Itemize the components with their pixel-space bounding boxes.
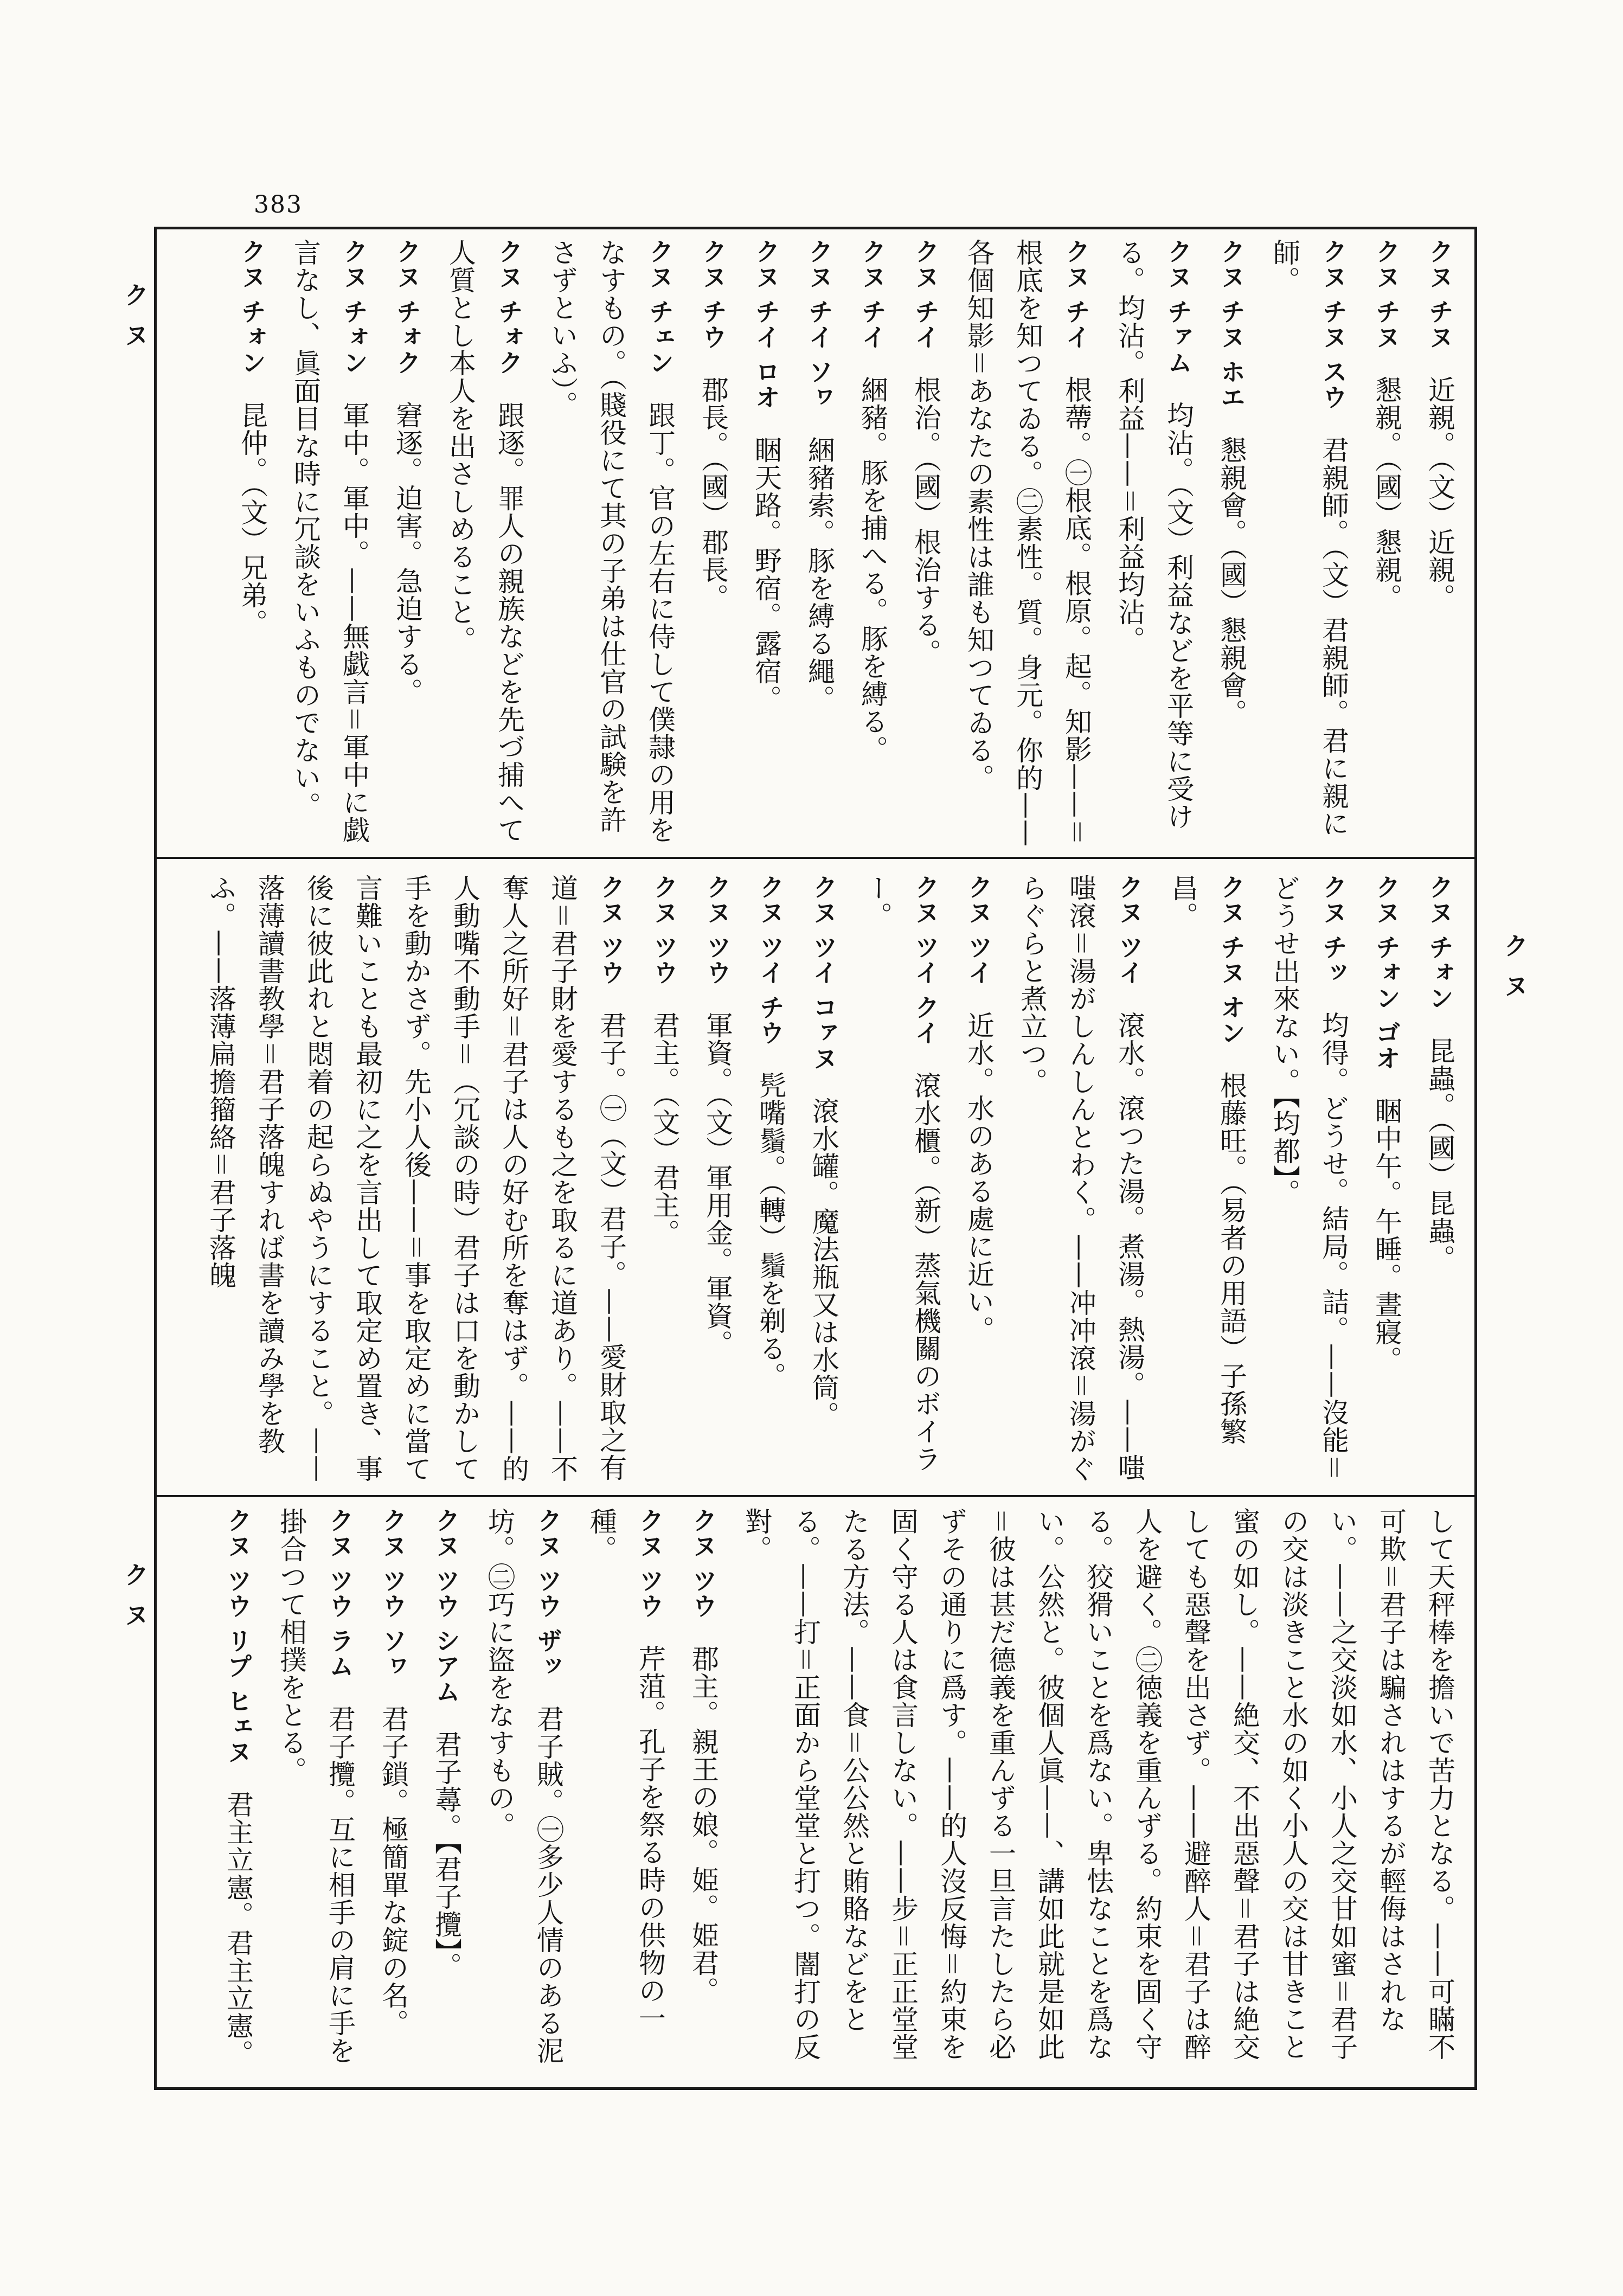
entry-headword: クヌ チヌ xyxy=(1372,239,1401,350)
dictionary-entry xyxy=(422,1508,471,2082)
entry-headword: クヌ チイ xyxy=(858,239,887,350)
entry-headword: クヌ チォン ゴオ xyxy=(1372,874,1401,1072)
entry-headword: クヌ ツウ シアム xyxy=(432,1508,461,1705)
dictionary-entry xyxy=(228,239,277,849)
entry-headword: クヌ チイ ロオ xyxy=(752,239,781,411)
entry-definition: 髠嘴鬚。（轉）鬚を剃る。 xyxy=(755,1072,786,1390)
dictionary-entry xyxy=(1008,874,1154,1484)
entry-definition: 綑豬索。豚を縛る繩。 xyxy=(804,436,835,713)
entry-definition: 滾水罐。魔法瓶又は水筒。 xyxy=(808,1097,839,1429)
margin-section-label: ク ヌ xyxy=(120,282,150,351)
dictionary-entry xyxy=(369,1508,418,2082)
entry-definition: 懇親。（國）懇親。 xyxy=(1371,376,1402,612)
dictionary-entry xyxy=(795,239,844,849)
dictionary-entry xyxy=(1105,239,1203,849)
entry-definition: 滾水。滾つた湯。煮湯。熱湯。——嗤嗤滾＝湯がしんしんとわく。——冲冲滾＝湯がぐらぐらと煮立つ。 xyxy=(1016,874,1145,1483)
dictionary-entry xyxy=(852,874,950,1484)
entry-definition: 睏天路。野宿。露宿。 xyxy=(750,436,782,713)
entry-headword: クヌ チァム xyxy=(1164,239,1193,376)
dictionary-entry xyxy=(1362,239,1411,849)
dictionary-entry xyxy=(693,874,742,1484)
entry-headword: クヌ チヌ スウ xyxy=(1319,239,1348,411)
entry-definition: 君主立憲。君主立憲。 xyxy=(222,1791,254,2068)
dictionary-entry xyxy=(679,1508,728,2082)
entry-definition: 君子攬。互に相手の肩に手を掛合つて相撲をとる。 xyxy=(275,1508,356,2065)
entry-headword: クヌ ツウ ラム xyxy=(325,1508,355,1679)
dictionary-tier-bottom xyxy=(163,1508,1464,2082)
dictionary-entry xyxy=(577,1508,675,2082)
entry-definition: 綑豬。豚を捕へる。豚を縛る。 xyxy=(857,376,888,764)
entry-headword: クヌ ツウ xyxy=(596,874,626,986)
dictionary-entry xyxy=(1362,874,1411,1484)
margin-section-label: ク ヌ xyxy=(1500,933,1529,1002)
entry-definition: 軍中。軍中。——無戯言＝軍中に戯言なし、眞面目な時に冗談をいふものでない。 xyxy=(290,239,370,844)
entry-headword: クヌ チェン xyxy=(645,239,675,376)
entry-headword: クヌ ツイ xyxy=(1115,874,1144,986)
entry-definition: して天秤棒を擔いで苦力となる。——可瞞不可欺＝君子は騙されはするが輕侮はされない。——之交淡如水、小人之交甘如蜜＝君子の交は淡きこと水の如く小人の交は甘きこと蜜の如し。——絶交、不出惡聲＝君子は絶交しても惡聲を出さず。——避醉人＝君子は醉人を避く。㊁徳義を重んずる。約束を固く守る。狡猾いことを爲ない。卑怯なことを爲ない。公然と。彼個人眞——、講如此就是如此＝彼は甚だ德義を重んずる一旦言たしたら必ずその通りに爲す。——的人沒反悔＝約束を固く守る人は食言しない。——步＝正正堂堂たる方法。——食＝公公然と賄賂などをとる。——打＝正面から堂堂と打つ。闇打の反對。 xyxy=(741,1508,1455,2061)
entry-definition: 懇親會。（國）懇親會。 xyxy=(1216,436,1247,727)
dictionary-entry xyxy=(640,874,689,1484)
entry-definition: 君子賊。㊀多少人情のある泥坊。㊁巧に盜をなすもの。 xyxy=(484,1508,564,2065)
dictionary-entry xyxy=(475,1508,573,2082)
dictionary-entry xyxy=(1207,239,1256,849)
entry-headword: クヌ ツウ xyxy=(650,874,679,986)
tier-divider-1 xyxy=(154,857,1477,859)
entry-definition: 根蔕。㊀根底。根原。起。知影——＝根底を知つてゐる。㊁素性。質。身元。你的——各個知影＝あなたの素性は誰も知つてゐる。 xyxy=(963,239,1092,847)
entry-definition: 均得。どうせ。結局。詰。——沒能＝どうせ出來ない。【均都】。 xyxy=(1269,874,1349,1482)
dictionary-entry xyxy=(214,1508,262,2082)
entry-definition: 君子蕁。【君子攬】。 xyxy=(431,1730,462,1980)
entry-headword: クヌ チォク xyxy=(495,239,524,376)
entry-definition: 近水。水のある處に近い。 xyxy=(963,1011,995,1344)
entry-headword: クヌ チォン xyxy=(1425,874,1454,1011)
dictionary-entry xyxy=(742,239,791,849)
entry-headword: クヌ チォク xyxy=(393,239,422,376)
tier-divider-2 xyxy=(154,1495,1477,1497)
dictionary-tier-top xyxy=(163,239,1464,849)
entry-headword: クヌ チォン xyxy=(339,239,369,376)
entry-headword: クヌ チヌ xyxy=(1425,239,1454,350)
dictionary-entry xyxy=(1260,874,1358,1484)
dictionary-entry xyxy=(267,1508,364,2082)
entry-definition: 窘逐。迫害。急迫する。 xyxy=(392,401,423,706)
entry-headword: クヌ チイ ソヮ xyxy=(805,239,834,411)
entry-definition: 滾水櫃。（新）蒸氣機關のボイラー。 xyxy=(861,874,941,1473)
dictionary-entry xyxy=(1158,874,1256,1484)
dictionary-tier-middle xyxy=(163,874,1464,1484)
entry-definition: 均沾。（文）利益などを平等に受ける。均沾。利益——＝利益均沾。 xyxy=(1114,239,1194,831)
entry-headword: クヌ チイ xyxy=(911,239,940,350)
entry-headword: クヌ チォン xyxy=(238,239,267,376)
entry-headword: クヌ ツイ チウ xyxy=(756,874,785,1046)
page-number: 383 xyxy=(254,191,303,219)
entry-definition: 根治。（國）根治する。 xyxy=(910,376,941,667)
entry-headword: クヌ チッ xyxy=(1319,874,1348,986)
entry-headword: クヌ ツウ ソヮ xyxy=(379,1508,408,1679)
dictionary-entry xyxy=(848,239,897,849)
dictionary-entry xyxy=(1260,239,1358,849)
entry-headword: クヌ ツウ xyxy=(636,1508,665,1619)
entry-headword: クヌ ツイ コァヌ xyxy=(809,874,838,1072)
entry-definition: 近親。（文）近親。 xyxy=(1424,376,1455,612)
dictionary-entry xyxy=(954,239,1101,849)
dictionary-entry xyxy=(196,874,636,1484)
entry-headword: クヌ ツイ xyxy=(964,874,993,986)
entry-definition: 君子。㊀（文）君子。——愛財取之有道＝君子財を愛するも之を取るに道あり。——不奪人之所好＝君子は人の好む所を奪はず。——的人動嘴不動手＝（冗談の時）君子は口を動かして手を動かさず。先小人後——＝事を取定めに當て言難いことも最初に之を言出して取定め置き、事後に彼此れと悶着の起らぬやうにすること。——落薄讀書教學＝君子落魄すれば書を讀み學を教ふ。——落薄扁擔籀絡＝君子落魄 xyxy=(205,874,627,1483)
entry-definition: 昆仲。（文）兄弟。 xyxy=(236,401,268,637)
entry-headword: クヌ チヌ ホエ xyxy=(1217,239,1246,411)
dictionary-entry xyxy=(689,239,737,849)
entry-definition: 芹菹。孔子を祭る時の供物の一種。 xyxy=(586,1508,666,2032)
entry-definition: 郡長。（國）郡長。 xyxy=(697,376,729,612)
entry-definition: 昆蟲。（國）昆蟲。 xyxy=(1424,1037,1455,1273)
entry-definition: 軍資。（文）軍用金。軍資。 xyxy=(702,1011,733,1358)
dictionary-entry xyxy=(1415,874,1464,1484)
entry-definition: 君主。（文）君主。 xyxy=(649,1011,680,1247)
entry-definition: 根藤旺。（易者の用語）子孫繁昌。 xyxy=(1167,874,1247,1446)
entry-definition: 君親師。（文）君親師。君に親に師。 xyxy=(1269,239,1349,838)
entry-headword: クヌ ツウ xyxy=(703,874,732,986)
entry-headword: クヌ ツウ リプ ヒェヌ xyxy=(223,1508,253,1765)
entry-definition: 跟丁。官の左右に侍して僕隷の用をなすもの。（賤役にて其の子弟は仕官の試験を許さずといふ）。 xyxy=(547,239,676,844)
dictionary-entry xyxy=(954,874,1003,1484)
entry-definition: 睏中午。午睡。晝寢。 xyxy=(1371,1097,1402,1374)
dictionary-entry xyxy=(746,874,795,1484)
dictionary-entry xyxy=(383,239,432,849)
dictionary-entry xyxy=(732,1508,1464,2082)
margin-section-label: ク ヌ xyxy=(120,1562,150,1631)
entry-definition: 郡主。親王の娘。姫。姫君。 xyxy=(688,1645,719,2005)
entry-headword: クヌ チウ xyxy=(698,239,728,350)
entry-definition: 君子鎖。極簡單な錠の名。 xyxy=(377,1705,409,2037)
entry-headword: クヌ ツイ クイ xyxy=(911,874,940,1046)
entry-headword: クヌ ツウ ザッ xyxy=(534,1508,563,1679)
dictionary-entry xyxy=(799,874,848,1484)
entry-headword: クヌ チイ xyxy=(1062,239,1091,350)
dictionary-entry xyxy=(436,239,534,849)
dictionary-entry xyxy=(538,239,684,849)
entry-headword: クヌ ツウ xyxy=(689,1508,718,1619)
dictionary-entry xyxy=(1415,239,1464,849)
dictionary-entry xyxy=(901,239,950,849)
entry-headword: クヌ チヌ オン xyxy=(1217,874,1246,1046)
dictionary-entry xyxy=(281,239,379,849)
entry-definition: 跟逐。罪人の親族などを先づ捕へて人質とし本人を出さしめること。 xyxy=(445,239,525,844)
